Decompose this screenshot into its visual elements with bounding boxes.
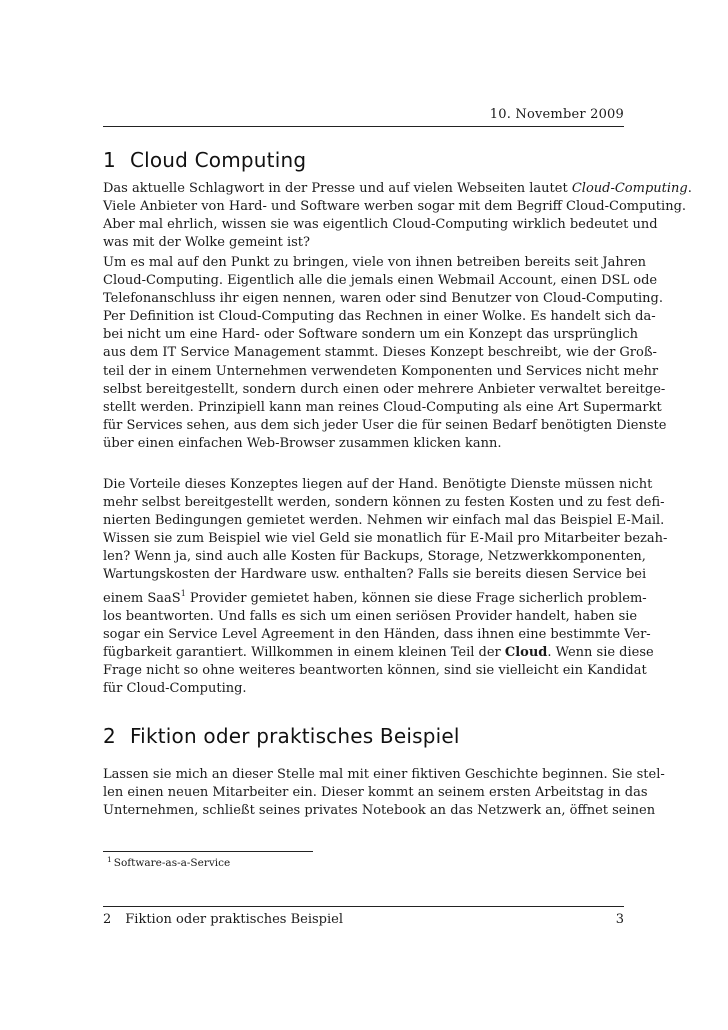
section-heading-1 [103, 148, 306, 172]
footnote [107, 855, 230, 869]
footer-section-title: Fiktion oder praktisches Beispiel [125, 912, 344, 927]
paragraph [103, 476, 668, 698]
text-line: mehr selbst bereitgestellt werden, sondern können zu festen Kosten und zu fest defi- [103, 495, 665, 511]
text-line: nierten Bedingungen gemietet werden. Nehmen wir einfach mal das Beispiel E-Mail. [103, 513, 665, 529]
text-line: Per Definition ist Cloud-Computing das Rechnen in einer Wolke. Es handelt sich da- [103, 309, 656, 325]
section-title: Fiktion oder praktisches Beispiel [129, 724, 460, 748]
text-line: Cloud-Computing. Eigentlich alle die jemals einen Webmail Account, einen DSL ode [103, 273, 658, 289]
running-header-date: 10. November 2009 [489, 107, 624, 122]
text-line: len? Wenn ja, sind auch alle Kosten für Backups, Storage, Netzwerkkomponenten, [103, 549, 646, 565]
section-number: 2 [103, 724, 116, 748]
text-line: Viele Anbieter von Hard- und Software werben sogar mit dem Begriff Cloud-Computing. [103, 199, 687, 215]
text-line: bei nicht um eine Hard- oder Software sondern um ein Konzept das ursprünglich [103, 327, 639, 343]
text-line: teil der in einem Unternehmen verwendeten Komponenten und Services nicht mehr [103, 363, 659, 379]
footer-rule [103, 906, 624, 907]
text-line: aus dem IT Service Management stammt. Dieses Konzept beschreibt, wie der Groß- [103, 345, 657, 361]
section-number: 1 [103, 148, 116, 172]
text-line: los beantworten. Und falls es sich um einen seriösen Provider handelt, haben sie [103, 608, 638, 624]
text-line: für Cloud-Computing. [103, 681, 247, 697]
text-line: Um es mal auf den Punkt zu bringen, viele von ihnen betreiben bereits seit Jahren [103, 255, 647, 270]
text-line: über einen einfachen Web-Browser zusammen klicken kann. [103, 435, 502, 451]
text-line: was mit der Wolke gemeint ist? [103, 235, 310, 251]
text-line: Das aktuelle Schlagwort in der Presse und auf vielen Webseiten lautet Cloud-Computing. [103, 181, 692, 196]
text-line: Telefonanschluss ihr eigen nennen, waren oder sind Benutzer von Cloud-Computing. [103, 291, 663, 307]
text-line: fügbarkeit garantiert. Willkommen in einem kleinen Teil der Cloud. Wenn sie diese [103, 644, 654, 660]
section-heading-2 [103, 724, 460, 748]
text-line: einem SaaS$^1$ Provider gemietet haben, können sie diese Frage sicherlich problem- [103, 588, 647, 606]
text-line: Wartungskosten der Hardware usw. enthalten? Falls sie bereits diesen Service bei [103, 567, 647, 583]
page-number: 3 [615, 912, 624, 927]
paragraph [103, 180, 692, 252]
emphasis-text: Cloud-Computing [571, 181, 688, 196]
text-line: Die Vorteile dieses Konzeptes liegen auf der Hand. Benötigte Dienste müssen nicht [103, 477, 653, 492]
paragraph [103, 766, 665, 820]
footnote-reference: 1 [180, 588, 186, 598]
text-line: len einen neuen Mitarbeiter ein. Dieser kommt an seinem ersten Arbeitstag in das [103, 785, 648, 801]
text-line: Unternehmen, schließt seines privates Notebook an das Netzwerk an, öffnet seinen [103, 803, 656, 819]
text-line: Frage nicht so ohne weiteres beantworten können, sind sie vielleicht ein Kandidat [103, 662, 647, 678]
section-title: Cloud Computing [129, 148, 307, 172]
text-line: sogar ein Service Level Agreement in den Händen, dass ihnen eine bestimmte Ver- [103, 626, 651, 642]
footnote-rule [103, 851, 313, 852]
paragraph [103, 254, 667, 453]
text-line: Aber mal ehrlich, wissen sie was eigentlich Cloud-Computing wirklich bedeutet und [103, 217, 658, 233]
text-line: Wissen sie zum Beispiel wie viel Geld sie monatlich für E-Mail pro Mitarbeiter bezah- [103, 531, 668, 547]
bold-text: Cloud [504, 644, 548, 660]
text-line: für Services sehen, aus dem sich jeder User die für seinen Bedarf benötigten Dienste [103, 417, 667, 433]
running-footer-section [103, 912, 343, 927]
text-line: stellt werden. Prinzipiell kann man reines Cloud-Computing als eine Art Supermarkt [103, 399, 662, 415]
text-line: selbst bereitgestellt, sondern durch einen oder mehrere Anbieter verwaltet bereitge- [103, 381, 666, 397]
text-line: Lassen sie mich an dieser Stelle mal mit einer fiktiven Geschichte beginnen. Sie stel- [103, 767, 665, 782]
footer-section-number: 2 [103, 912, 112, 927]
footnote-text: Software-as-a-Service [113, 857, 231, 869]
footnote-mark: 1 [107, 855, 112, 864]
header-rule [103, 126, 624, 127]
